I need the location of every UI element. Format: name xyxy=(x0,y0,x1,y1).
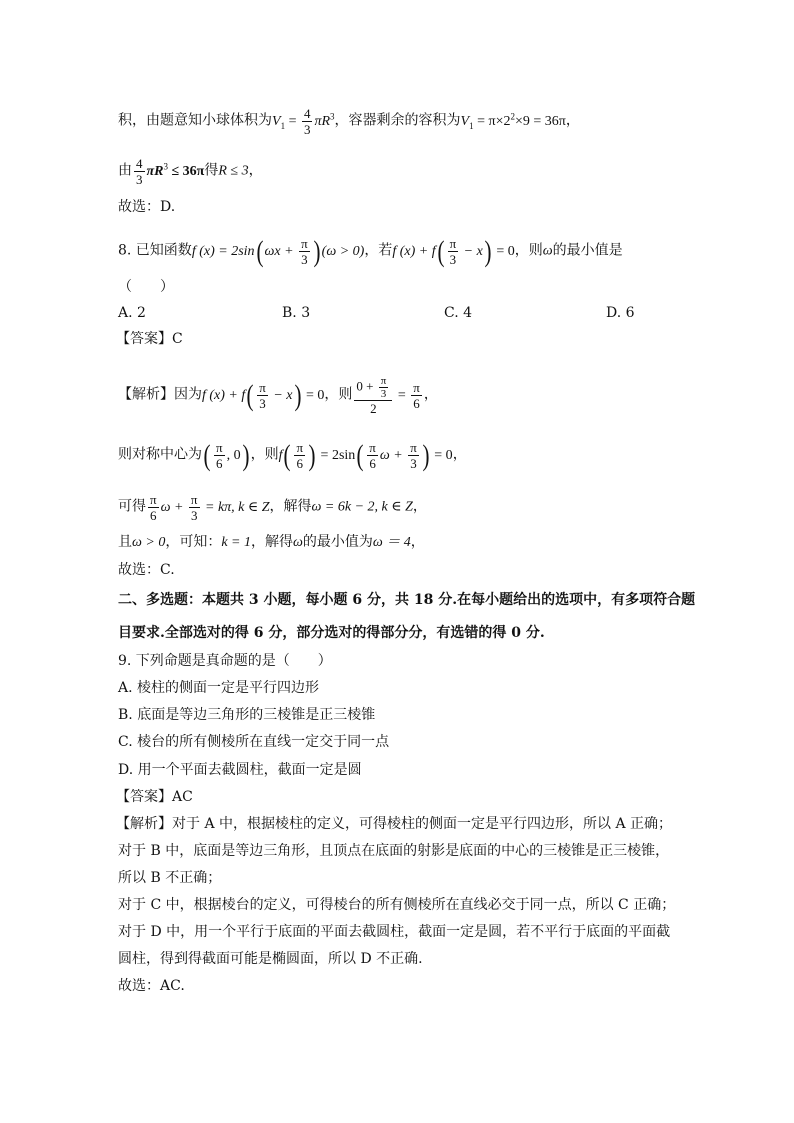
text: ，解得 xyxy=(251,534,294,550)
solution-line-inequality xyxy=(118,156,263,187)
frac-den: 6 xyxy=(216,456,223,471)
analysis-8-line-1 xyxy=(118,375,438,416)
fraction xyxy=(408,440,419,471)
frac-den: 6 xyxy=(413,396,420,411)
frac-den: 3 xyxy=(301,252,308,267)
math-expr: R ≤ 3 xyxy=(218,163,249,179)
question-9-analysis-line-7: 故选：AC. xyxy=(118,978,185,994)
fraction xyxy=(302,106,313,137)
math-expr: − x xyxy=(269,387,293,403)
question-9-option-a: A. 棱柱的侧面一定是平行四边形 xyxy=(118,680,320,696)
math-eq: = xyxy=(394,387,410,403)
math-expr: f (x) = 2sin xyxy=(191,243,255,259)
question-8-blank: （ ） xyxy=(118,279,174,295)
math-sub: 1 xyxy=(469,120,474,131)
math-sup: 3 xyxy=(330,111,335,122)
text: 且 xyxy=(118,534,132,550)
math-sup: 2 xyxy=(510,111,515,122)
fraction xyxy=(411,380,422,411)
frac-num xyxy=(354,375,392,401)
fraction-nested xyxy=(354,375,392,416)
option-a: A. 2 xyxy=(118,305,146,321)
question-9-analysis-line-5: 对于 D 中，用一个平行于底面的平面去截圆柱，截面一定是圆，若不平行于底面的平面截 xyxy=(118,924,671,940)
frac-num: π xyxy=(190,492,198,507)
option-c: C. 4 xyxy=(444,305,473,321)
paren-left: ( xyxy=(246,378,254,412)
question-9-analysis-line-2: 对于 B 中，底面是等边三角形，且顶点在底面的射影是底面的中心的三棱锥是正三棱锥， xyxy=(118,843,670,859)
text: 得 xyxy=(204,162,219,179)
frac-num: π xyxy=(259,380,266,395)
frac-num: π xyxy=(369,440,376,455)
math-expr: ωx + xyxy=(264,243,298,259)
question-9-stem: 9. 下列命题是真命题的是（ ） xyxy=(118,653,332,669)
math-expr: = 0 xyxy=(492,243,515,259)
paren-right: ) xyxy=(422,438,430,472)
frac-num: π xyxy=(410,440,417,455)
frac-den: 3 xyxy=(449,252,457,267)
fraction xyxy=(148,492,159,523)
paren-right: ) xyxy=(242,438,250,472)
math-expr: ω + xyxy=(379,447,407,463)
paren-left: ( xyxy=(437,234,445,268)
math-expr: f xyxy=(278,447,283,463)
paren-right: ) xyxy=(484,234,492,268)
math-expr: − x xyxy=(460,243,483,259)
frac-den: 3 xyxy=(259,396,266,411)
analysis-8-line-3 xyxy=(118,492,427,523)
fraction xyxy=(257,380,268,411)
frac-den: 3 xyxy=(136,172,143,187)
math-expr: k = 1 xyxy=(221,535,252,550)
text: ， xyxy=(452,446,467,463)
math-expr: ω = 6k − 2, k ∈ Z xyxy=(311,499,413,515)
math-expr: f (x) + f xyxy=(392,243,436,259)
question-8-options xyxy=(118,305,638,323)
math-expr: = 0 xyxy=(302,387,325,403)
text: ， xyxy=(412,498,427,515)
frac-den: 2 xyxy=(370,401,377,416)
analysis-8-line-2 xyxy=(118,440,467,471)
text: ， xyxy=(410,534,425,550)
frac-den: 6 xyxy=(369,456,376,471)
question-9-analysis-line-1: 【解析】对于 A 中，根据棱柱的定义，可得棱柱的侧面一定是平行四边形，所以 A 正确； xyxy=(116,816,673,832)
math-expr: (ω > 0) xyxy=(321,243,365,259)
math-var: ω xyxy=(542,243,553,259)
question-9-option-b: B. 底面是等边三角形的三棱锥是正三棱锥 xyxy=(118,707,376,723)
text: ，可知： xyxy=(165,534,222,550)
frac-num: π xyxy=(296,440,304,455)
frac-num: π xyxy=(150,492,157,507)
analysis-8-line-4 xyxy=(118,533,425,552)
fraction xyxy=(367,440,378,471)
frac-num: π xyxy=(413,380,420,395)
option-b: B. 3 xyxy=(282,305,311,321)
fraction xyxy=(299,236,310,267)
question-9-analysis-line-3: 所以 B 不正确； xyxy=(118,870,222,886)
question-8-stem xyxy=(118,236,623,267)
frac-num: π xyxy=(216,440,223,455)
text: ，则 xyxy=(324,386,353,403)
text: ， xyxy=(248,162,263,179)
fraction xyxy=(134,156,145,187)
text: 的最小值为 xyxy=(302,534,373,550)
question-9-analysis-line-6: 圆柱，得到得截面可能是椭圆面，所以 D 不正确. xyxy=(118,951,423,967)
paren-right: ) xyxy=(308,438,316,472)
text: ，则 xyxy=(514,242,543,259)
paren-right: ) xyxy=(313,234,321,268)
option-d: D. 6 xyxy=(606,305,635,321)
question-8-answer: 【答案】C xyxy=(116,331,183,347)
frac-num: π xyxy=(301,236,308,251)
math-expr: ω + xyxy=(160,499,187,515)
frac-den: 3 xyxy=(410,456,417,471)
math-expr: , 0 xyxy=(226,447,241,463)
math-expr: 0 + xyxy=(356,378,377,394)
fraction xyxy=(448,236,459,267)
math-var: V xyxy=(460,113,470,129)
fraction xyxy=(189,492,200,523)
math-expr: ω ＝ 4 xyxy=(372,535,411,550)
text: 则对称中心为 xyxy=(118,446,202,463)
paren-left: ( xyxy=(356,438,364,472)
math-var: V xyxy=(272,113,281,129)
text: 积，由题意知小球体积为 xyxy=(118,112,272,129)
math-eq: = xyxy=(285,113,300,129)
text: 【解析】因为 xyxy=(118,386,202,403)
paren-left: ( xyxy=(283,438,291,472)
math-sub: 1 xyxy=(280,120,286,131)
fraction xyxy=(294,440,305,471)
text: 8. 已知函数 xyxy=(118,242,192,259)
math-sup: 3 xyxy=(163,161,168,172)
question-9-option-c: C. 棱台的所有侧棱所在直线一定交于同一点 xyxy=(118,734,390,750)
text: ，容器剩余的容积为 xyxy=(334,112,461,129)
frac-den: 3 xyxy=(190,508,198,523)
fraction xyxy=(214,440,225,471)
math-expr: = 0 xyxy=(430,447,453,463)
frac-num: π xyxy=(449,236,457,251)
solution-line-volume xyxy=(118,106,580,137)
paren-right: ) xyxy=(294,378,302,412)
math-expr: ω > 0 xyxy=(132,535,166,550)
paren-left: ( xyxy=(203,438,211,472)
question-9-answer: 【答案】AC xyxy=(116,789,193,805)
frac-num: 4 xyxy=(136,156,143,171)
math-expr: πR xyxy=(146,163,164,179)
section-2-heading-line-2: 目要求.全部选对的得 6 分，部分选对的得部分分，有选错的得 0 分. xyxy=(118,625,545,641)
section-2-heading-line-1: 二、多选题：本题共 3 小题，每小题 6 分，共 18 分.在每小题给出的选项中，有多项符合题 xyxy=(118,592,696,608)
math-var: ω xyxy=(293,535,303,550)
math-expr: = π×2 xyxy=(473,113,511,129)
text: ，则 xyxy=(250,446,279,463)
frac-num: 4 xyxy=(303,106,311,121)
frac-den: 6 xyxy=(296,456,303,471)
choice-line: 故选：D. xyxy=(118,199,176,215)
question-9-option-d: D. 用一个平面去截圆柱，截面一定是圆 xyxy=(118,762,362,778)
text: ，解得 xyxy=(269,498,312,515)
paren-left: ( xyxy=(256,234,264,268)
math-expr: πR xyxy=(314,113,331,129)
math-expr: = 2sin xyxy=(317,447,356,463)
text: 由 xyxy=(118,162,132,179)
text: ， xyxy=(565,112,580,129)
text: ，若 xyxy=(364,242,393,259)
question-9-analysis-line-4: 对于 C 中，根据棱台的定义，可得棱台的所有侧棱所在直线必交于同一点，所以 C 正确； xyxy=(118,897,676,913)
text: 的最小值是 xyxy=(552,242,623,259)
frac-num: π xyxy=(380,375,387,387)
frac-den: 6 xyxy=(150,508,157,523)
frac-den: 3 xyxy=(380,388,387,400)
text: ， xyxy=(423,386,438,403)
frac-den: 3 xyxy=(303,122,311,137)
text: 可得 xyxy=(118,498,146,515)
math-expr: = kπ, k ∈ Z xyxy=(201,499,270,515)
math-expr: f (x) + f xyxy=(202,387,246,403)
choice-line: 故选：C. xyxy=(118,562,175,578)
math-expr: ×9 = 36π xyxy=(514,113,566,129)
math-expr: ≤ 36π xyxy=(167,163,205,179)
fraction xyxy=(379,375,389,400)
